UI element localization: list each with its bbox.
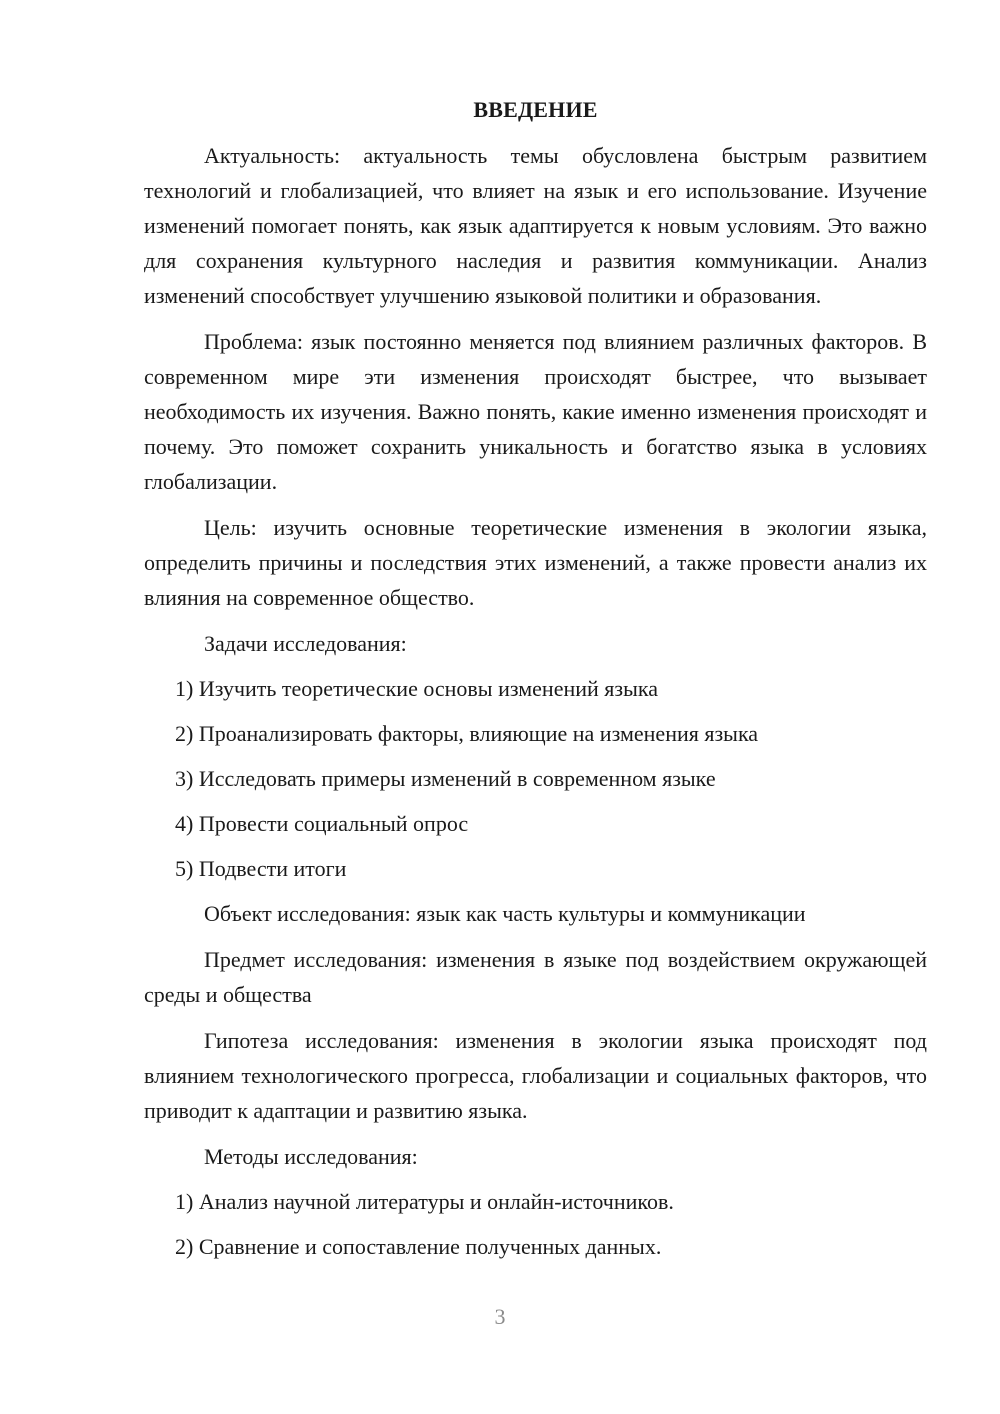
page-number: 3 [494,1304,506,1329]
relevance-paragraph: Актуальность: актуальность темы обусловлена быстрым развитием технологий и глобализацией, что влияет на язык и его использование. Изучение изменений помогает понять, как язык адаптируется к новым условиям. Это важно для сохранения культурного наследия и развития коммуникации. Анализ изменений способствует улучшению языковой политики и образования. [144,143,927,308]
task-item: 2) Проанализировать факторы, влияющие на изменения языка [175,721,759,746]
tasks-label: Задачи исследования: [204,631,407,656]
hypothesis-paragraph: Гипотеза исследования: изменения в экологии языка происходят под влиянием технологического прогресса, глобализации и социальных факторов, что приводит к адаптации и развитию языка. [144,1028,927,1123]
tasks-list [144,671,927,886]
section-heading: ВВЕДЕНИЕ [473,97,598,122]
document-page [144,95,927,1274]
task-item: 1) Изучить теоретические основы изменений языка [175,676,658,701]
task-item: 5) Подвести итоги [175,856,347,881]
method-item: 2) Сравнение и сопоставление полученных данных. [175,1234,662,1259]
goal-paragraph: Цель: изучить основные теоретические изменения в экологии языка, определить причины и последствия этих изменений, а также провести анализ их влияния на современное общество. [144,515,927,610]
task-item: 3) Исследовать примеры изменений в современном языке [175,766,716,791]
object-paragraph: Объект исследования: язык как часть культуры и коммуникации [204,901,806,926]
subject-paragraph: Предмет исследования: изменения в языке под воздействием окружающей среды и общества [144,947,927,1007]
problem-paragraph: Проблема: язык постоянно меняется под влиянием различных факторов. В современном мире эти изменения происходят быстрее, что вызывает необходимость их изучения. Важно понять, какие именно изменения происходят и почему. Это поможет сохранить уникальность и богатство языка в условиях глобализации. [144,329,927,494]
methods-label: Методы исследования: [204,1144,418,1169]
method-item: 1) Анализ научной литературы и онлайн-источников. [175,1189,674,1214]
methods-list [144,1184,927,1264]
task-item: 4) Провести социальный опрос [175,811,469,836]
